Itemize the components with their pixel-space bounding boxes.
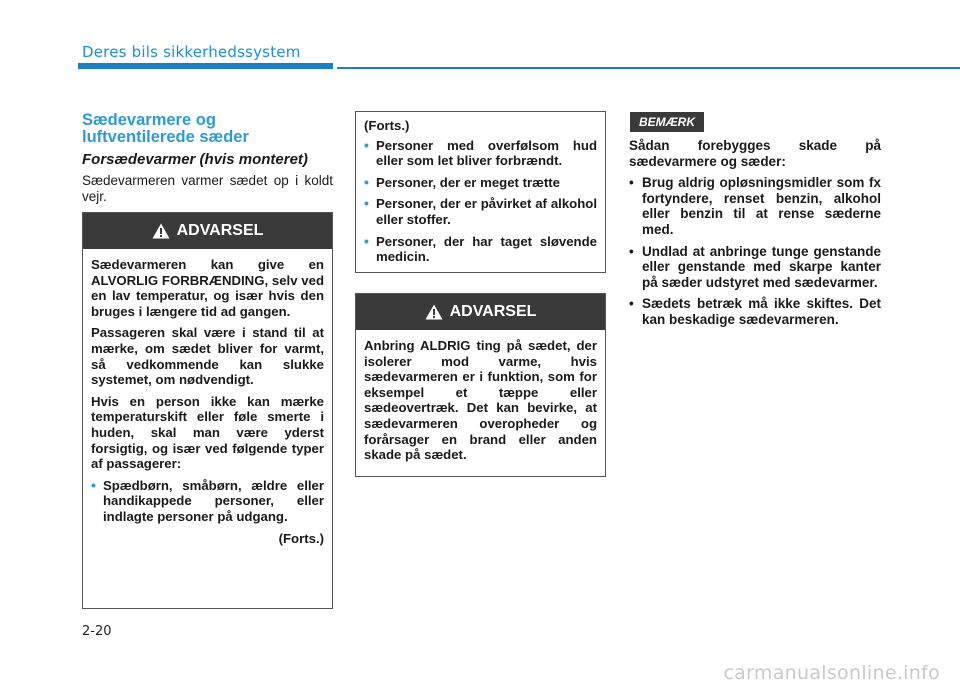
heading-line-2: luftventilerede sæder (82, 128, 249, 146)
list-item (629, 296, 881, 327)
warning-box-1 (82, 212, 333, 609)
list-item (629, 244, 881, 291)
bullet-dot-icon: • (364, 173, 369, 190)
bullet-dot-icon: • (91, 476, 96, 493)
section-title: Deres bils sikkerhedssystem (82, 43, 301, 61)
header-rule-thin (337, 67, 960, 69)
warning-paragraph-2: Passageren skal være i stand til at mærke, om sædet bliver for varmt, så vedkommende kan slukke systemet, om nødvendigt. (91, 325, 324, 388)
list-item (364, 175, 597, 191)
list-item (629, 175, 881, 237)
continued-box (355, 111, 606, 273)
page-number: 2-20 (82, 624, 112, 639)
warning-paragraph-3: Hvis en person ikke kan mærke temperaturskift eller føle smerte i huden, skal man være yderst forsigtig, og især ved følgende typer af passagerer: (91, 393, 324, 472)
bullet-dot-icon: • (629, 243, 634, 259)
continued-label: (Forts.) (278, 530, 324, 546)
bullet-dot-icon: • (629, 296, 634, 312)
bullet-text: Undlad at anbringe tunge genstande eller genstande med skarpe kanter på sæder udstyret med sædevarmer. (642, 243, 881, 290)
continued-box-title: (Forts.) (364, 118, 410, 133)
warning-bullet-list (91, 478, 324, 525)
bullet-text: Personer, der er meget trætte (376, 174, 560, 190)
list-item (364, 138, 597, 169)
bullet-text: Brug aldrig opløsningsmidler som fx fortyndere, renset benzin, alkohol eller benzin til at rense sæderne med. (642, 175, 881, 237)
header-rule-thick (78, 63, 333, 69)
warning-box-2-body (356, 330, 605, 477)
bullet-dot-icon: • (364, 232, 369, 249)
bullet-text: Spædbørn, småbørn, ældre eller handikappede personer, eller indlagte personer på udgang. (103, 477, 324, 524)
warning-paragraph-1: Sædevarmeren kan give en ALVORLIG FORBRÆNDING, selv ved en lav temperatur, og især hvis den bruges i længere tid ad gangen. (91, 257, 324, 319)
bullet-text: Personer med overfølsom hud eller som let bliver forbrændt. (376, 137, 597, 169)
warning-box-1-title: ADVARSEL (176, 222, 264, 239)
bullet-text: Sædets betræk må ikke skiftes. Det kan beskadige sædevarmeren. (642, 296, 881, 327)
list-item (364, 234, 597, 265)
bullet-dot-icon: • (364, 195, 369, 212)
bullet-dot-icon: • (364, 136, 369, 153)
continued-bullet-list (364, 138, 597, 265)
note-intro: Sådan forebygges skade på sædevarmere og sæder: (629, 138, 881, 169)
warning-box-2-header (356, 294, 605, 330)
section-heading (82, 112, 332, 146)
note-bullet-list (629, 175, 881, 327)
intro-text: Sædevarmeren varmer sædet op i koldt vejr. (82, 173, 333, 204)
bullet-text: Personer, der har taget sløvende medicin. (376, 233, 597, 265)
heading-line-1: Sædevarmere og (82, 111, 216, 129)
warning-box-1-header (83, 213, 332, 249)
bullet-text: Personer, der er påvirket af alkohol eller stoffer. (376, 196, 597, 227)
watermark: carmanualsonline.info (723, 662, 940, 684)
subheading: Forsædevarmer (hvis monteret) (82, 151, 308, 168)
continued-box-body (356, 112, 605, 279)
list-item (364, 196, 597, 227)
note-text (629, 138, 881, 334)
list-item (91, 478, 324, 525)
warning-box-2-text: Anbring ALDRIG ting på sædet, der isolerer mod varme, hvis sædevarmeren er i funktion, som for eksempel et tæppe eller sædeovertræk. Det kan bevirke, at sædevarmeren overopheder og forårsager en brand eller anden skade på sædet. (364, 338, 597, 463)
warning-box-1-body (83, 249, 332, 554)
bullet-dot-icon: • (629, 175, 634, 191)
warning-triangle-icon (152, 223, 170, 239)
warning-box-2 (355, 293, 606, 477)
note-badge: BEMÆRK (630, 112, 704, 132)
warning-box-2-title: ADVARSEL (449, 303, 537, 320)
warning-triangle-icon (425, 304, 443, 320)
